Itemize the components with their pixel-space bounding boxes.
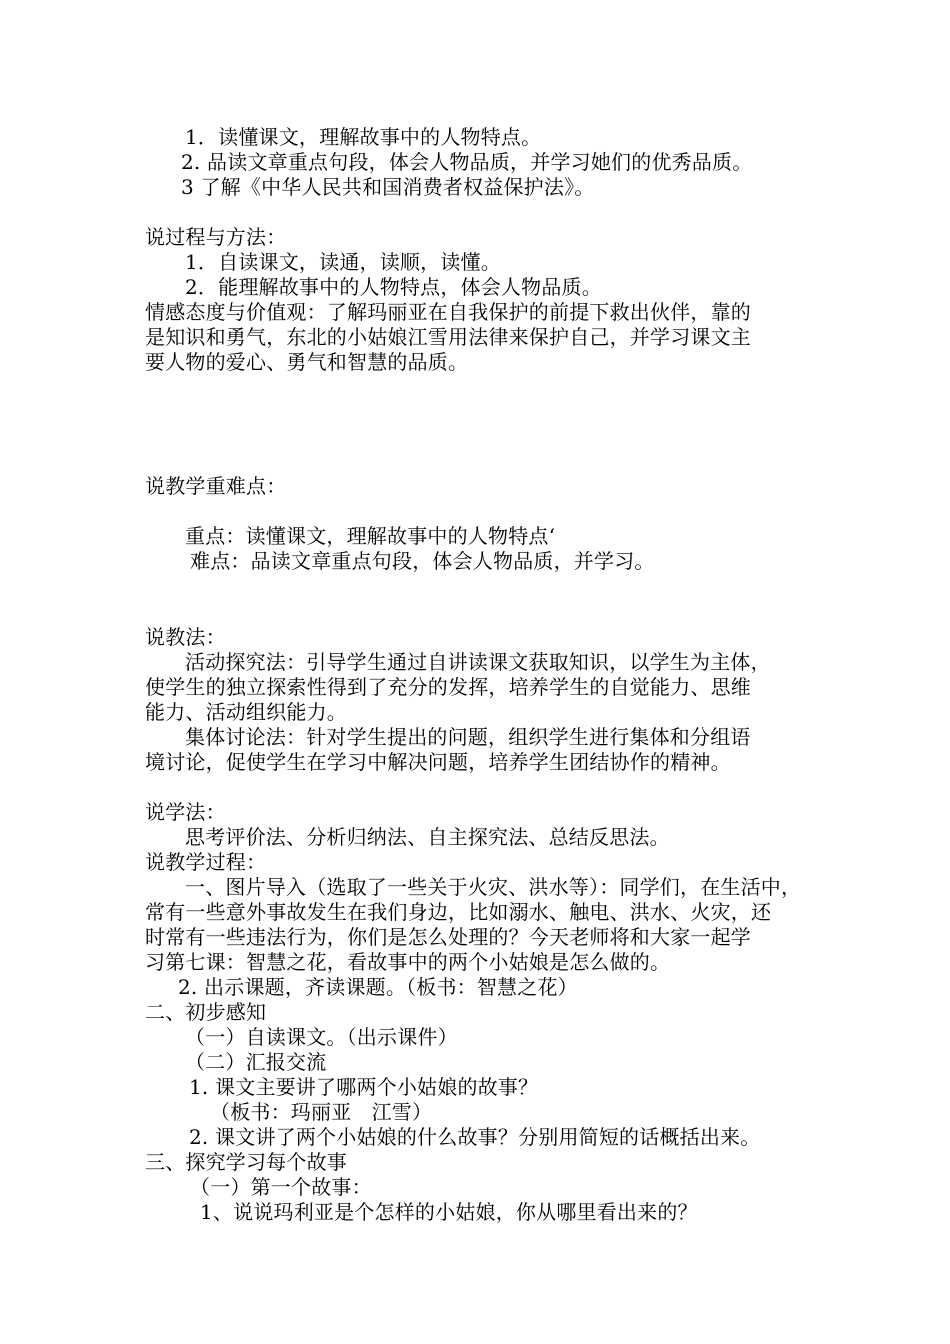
show-topic-line: 2. 出示课题，齐读课题。（板书：智慧之花） xyxy=(178,975,578,999)
emotion-paragraph-line-2: 是知识和勇气，东北的小姑娘江雪用法律来保护自己，并学习课文主 xyxy=(145,325,751,349)
learning-methods-list: 思考评价法、分析归纳法、自主探究法、总结反思法。 xyxy=(185,825,670,849)
process-intro-line-3: 时常有一些违法行为，你们是怎么处理的？今天老师将和大家一起学 xyxy=(145,925,751,949)
first-story-heading: （一）第一个故事： xyxy=(190,1175,372,1199)
process-intro-line-1: 一、图片导入（选取了一些关于火灾、洪水等）：同学们，在生活中， xyxy=(185,875,802,899)
emotion-paragraph-line-3: 要人物的爱心、勇气和智慧的品质。 xyxy=(145,350,469,374)
part-three-heading: 三、探究学习每个故事 xyxy=(145,1150,347,1174)
part-two-question-2: 2. 课文讲了两个小姑娘的什么故事？分别用简短的话概括出来。 xyxy=(189,1125,761,1149)
process-item-1: 1．自读课文，读通，读顺，读懂。 xyxy=(185,250,501,274)
part-two-heading: 二、初步感知 xyxy=(145,1000,267,1024)
method-2-line-2: 境讨论，促使学生在学习中解决问题，培养学生团结协作的精神。 xyxy=(145,750,731,774)
objective-1: 1．读懂课文，理解故事中的人物特点。 xyxy=(185,125,542,149)
method-2-line-1: 集体讨论法：针对学生提出的问题，组织学生进行集体和分组语 xyxy=(185,725,751,749)
method-1-line-2: 使学生的独立探索性得到了充分的发挥，培养学生的自觉能力、思维 xyxy=(145,675,751,699)
first-story-question: 1、说说玛利亚是个怎样的小姑娘，你从哪里看出来的？ xyxy=(200,1200,698,1224)
emotion-paragraph-line-1: 情感态度与价值观：了解玛丽亚在自我保护的前提下救出伙伴，靠的 xyxy=(145,300,751,324)
objective-3: 3 了解《中华人民共和国消费者权益保护法》。 xyxy=(181,175,595,199)
part-two-question-1: 1. 课文主要讲了哪两个小姑娘的故事？ xyxy=(189,1075,539,1099)
method-1-line-1: 活动探究法：引导学生通过自讲读课文获取知识，以学生为主体， xyxy=(185,650,771,674)
part-two-item-1: （一）自读课文。（出示课件） xyxy=(185,1025,458,1049)
section-heading-teaching-process: 说教学过程： xyxy=(145,850,267,874)
key-point: 重点：读懂课文，理解故事中的人物特点‘ xyxy=(185,524,556,548)
process-item-2: 2．能理解故事中的人物特点，体会人物品质。 xyxy=(185,275,602,299)
board-note: （板书：玛丽亚 江雪） xyxy=(210,1100,433,1124)
difficult-point: 难点：品读文章重点句段，体会人物品质，并学习。 xyxy=(190,549,655,573)
method-1-line-3: 能力、活动组织能力。 xyxy=(145,700,347,724)
part-two-item-2: （二）汇报交流 xyxy=(185,1050,327,1074)
section-heading-teaching-methods: 说教法： xyxy=(145,625,226,649)
objective-2: 2. 品读文章重点句段，体会人物品质，并学习她们的优秀品质。 xyxy=(181,150,753,174)
process-intro-line-2: 常有一些意外事故发生在我们身边，比如溺水、触电、洪水、火灾，还 xyxy=(145,900,772,924)
process-intro-line-4: 习第七课：智慧之花，看故事中的两个小姑娘是怎么做的。 xyxy=(145,950,671,974)
section-heading-key-points: 说教学重难点： xyxy=(145,474,287,498)
section-heading-learning-methods: 说学法： xyxy=(145,800,226,824)
section-heading-process: 说过程与方法： xyxy=(145,225,287,249)
